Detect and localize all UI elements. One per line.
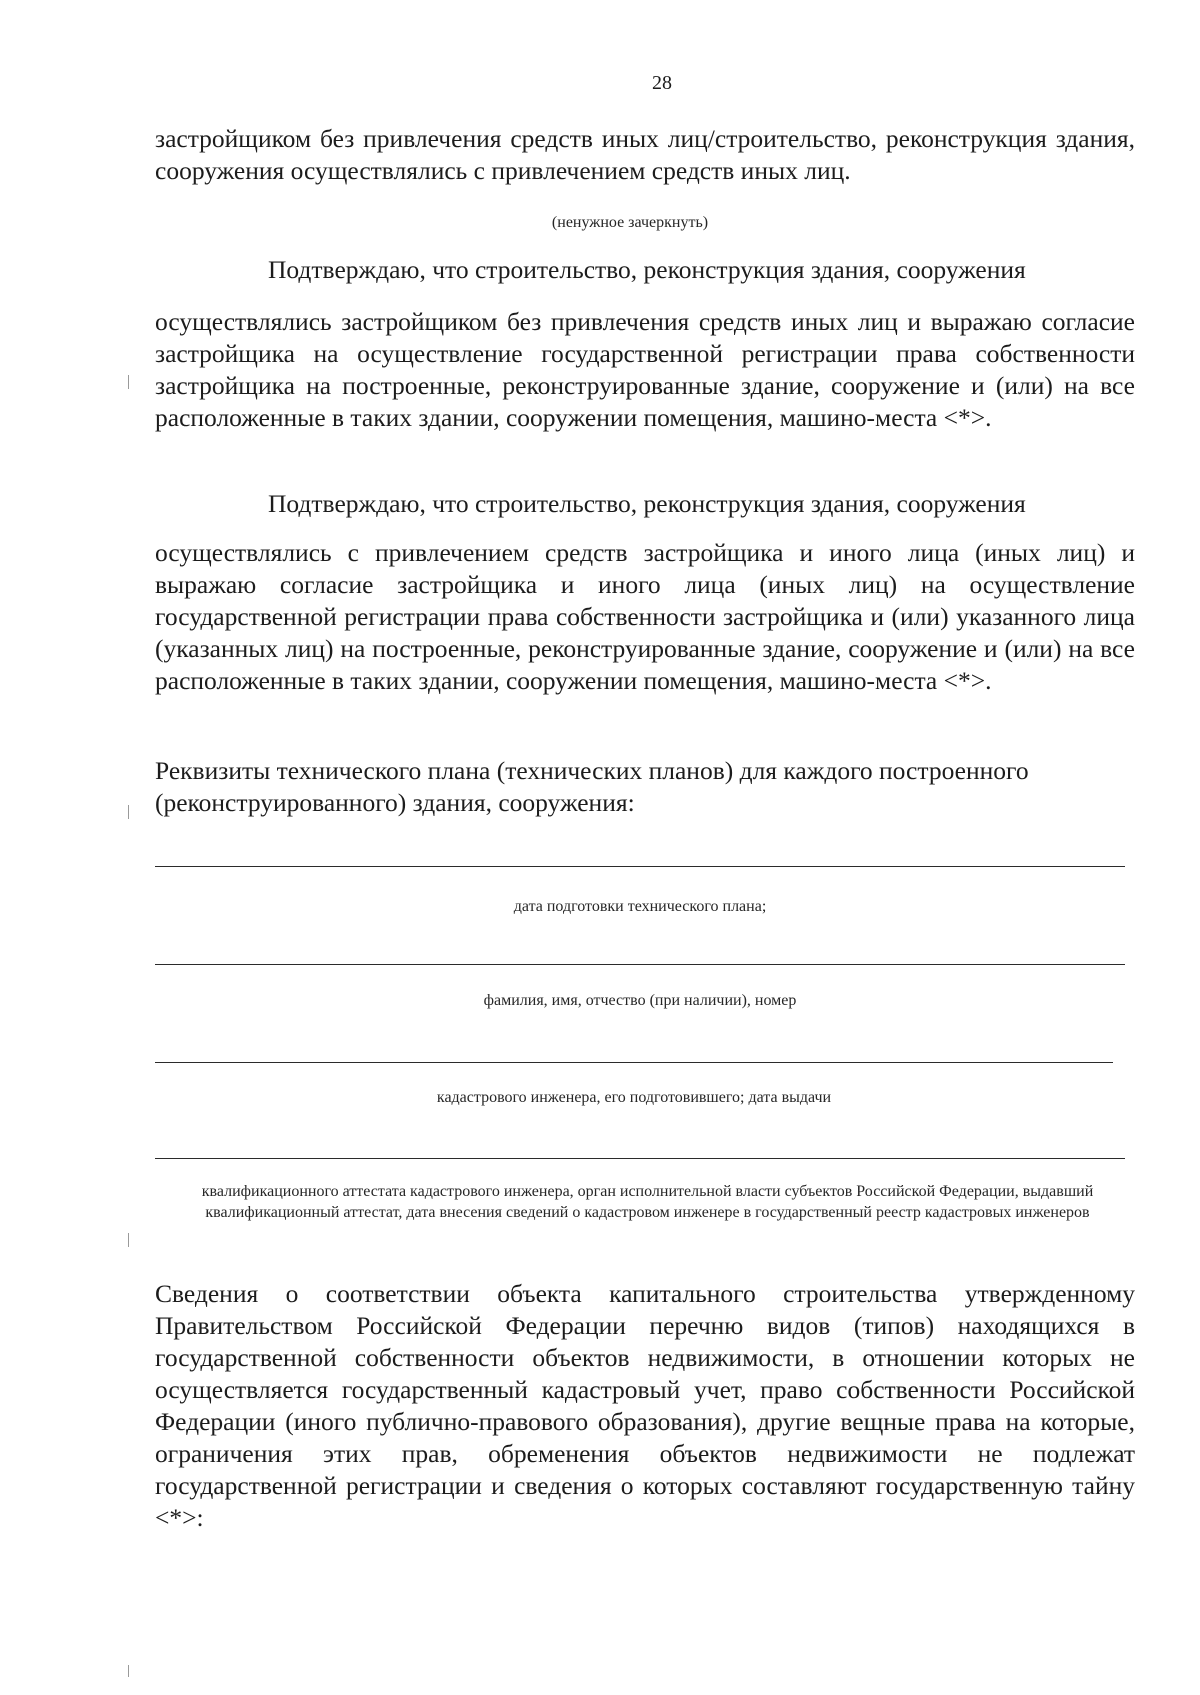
fill-line-4 [155,1158,1125,1159]
confirm-1-body: осуществлялись застройщиком без привлечения средств иных лиц и выражаю согласие застройщика на осуществление государственной регистрации права собственности застройщика на построенные, реконструированные здание, сооружение и (или) на все расположенные в таких здании, сооружении помещения, машино-места <*>. [155,307,1135,432]
fill-line-2 [155,964,1125,965]
strike-note: (ненужное зачеркнуть) [551,214,709,231]
fill-line-3 [155,1062,1113,1063]
page-number: 28 [652,72,672,94]
confirm-1-first-line: Подтверждаю, что строительство, реконструкция здания, сооружения [268,255,1026,284]
margin-mark [128,805,129,819]
caption-engineer-name: фамилия, имя, отчество (при наличии), номер [483,992,797,1009]
caption-engineer-issue: кадастрового инженера, его подготовившего; дата выдачи [436,1089,832,1106]
margin-mark [128,375,129,389]
confirm-2-body: осуществлялись с привлечением средств застройщика и иного лица (иных лиц) и выражаю согласие застройщика и иного лица (иных лиц) на осуществление государственной регистрации права собственности застройщика и (или) указанного лица (указанных лиц) на построенные, реконструированные здание, сооружение и (или) на все расположенные в таких здании, сооружении помещения, машино-места <*>. [155,538,1135,695]
tech-plan-heading: Реквизиты технического плана (технических планов) для каждого построенного (реконструированного) здания, сооружения: [155,756,1029,817]
continuation-text: застройщиком без привлечения средств иных лиц/строительство, реконструкция здания, сооружения осуществлялись с привлечением средств иных лиц. [155,124,1135,185]
confirm-2-first-line: Подтверждаю, что строительство, реконструкция здания, сооружения [268,489,1026,518]
info-paragraph: Сведения о соответствии объекта капитального строительства утвержденному Правительством Российской Федерации перечню видов (типов) находящихся в государственной собственности объектов недвижимости, в отношении которых не осуществляется государственный кадастровый учет, право собственности Российской Федерации (иного публично-правового образования), другие вещные права на которые, ограничения этих прав, обременения объектов недвижимости не подлежат государственной регистрации и сведения о которых составляют государственную тайну <*>: [155,1279,1135,1532]
fill-line-1 [155,866,1125,867]
margin-mark [128,1233,129,1247]
caption-tech-plan-date: дата подготовки технического плана; [513,898,767,915]
margin-mark [128,1665,129,1677]
caption-attestation: квалификационного аттестата кадастрового инженера, орган исполнительной власти субъектов Российской Федерации, выдавший квалификационный аттестат, дата внесения сведений о кадастровом инженере в государственный реестр кадастровых инженеров [201,1183,1094,1221]
